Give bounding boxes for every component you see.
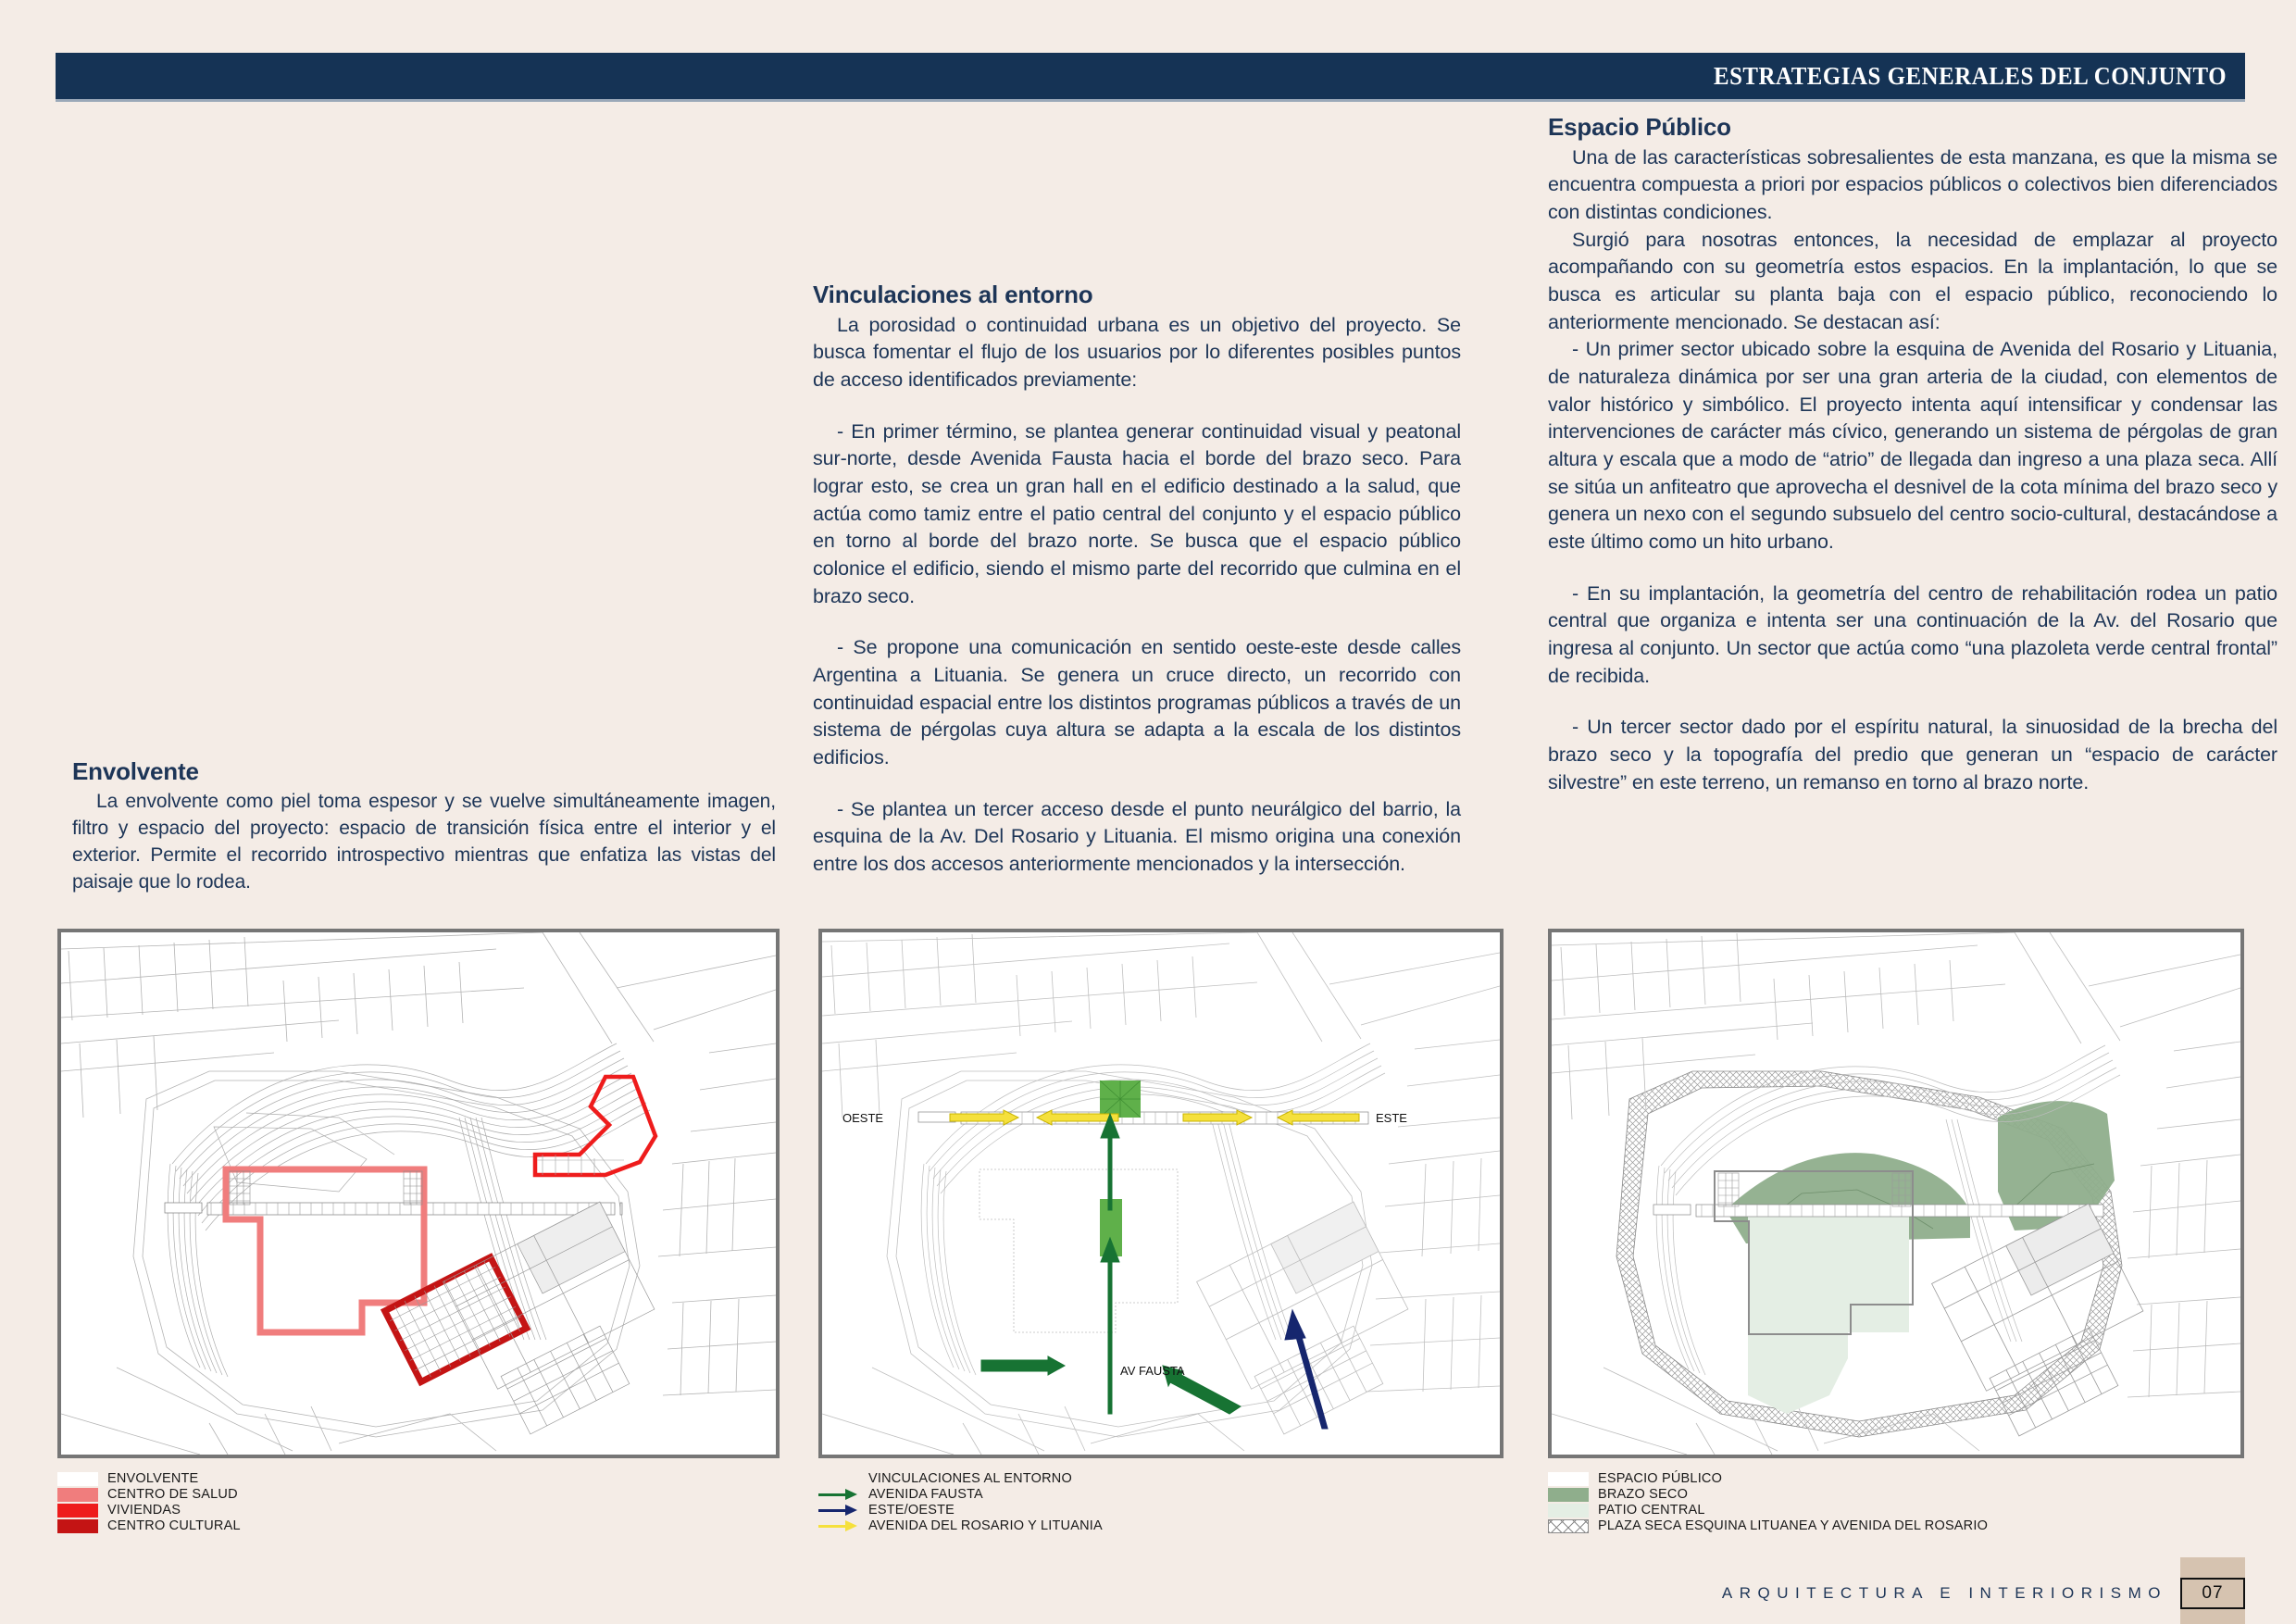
site-plan-vinculaciones-drawing: [822, 932, 1500, 1455]
legend-item: [57, 1487, 241, 1503]
paragraph-espacio-1: Una de las características sobresalientes de esta manzana, es que la misma se encuentra compuesta a priori por espacios públicos o colectivos bien diferenciados con distintas condiciones.: [1548, 145, 2277, 224]
paragraph-spacer: [813, 772, 1461, 796]
paragraph-espacio-4: - En su implantación, la geometría del centro de rehabilitación rodea un patio central que organiza e intenta ser una continuación de la Av. del Rosario que ingresa al conjunto. Un sector que actúa como “una plazoleta verde central frontal” de recibida.: [1548, 581, 2277, 687]
legend-arrow-avenida-rosario-lituania: [818, 1519, 859, 1533]
paragraph-vinculaciones-3: - Se propone una comunicación en sentido oeste-este desde calles Argentina a Lituania. Se genera un cruce directo, un recorrido con continuidad espacial entre los distintos programas públicos a través de un sistema de pérgolas cuya altura se adapta a la escala de los distintos edificios.: [813, 636, 1461, 768]
legend-swatch-viviendas: [57, 1504, 98, 1518]
legend-title: ENVOLVENTE: [107, 1471, 199, 1487]
site-plan-vinculaciones: [818, 929, 1504, 1458]
paragraph-spacer: [1548, 690, 2277, 714]
footer: [1722, 1578, 2245, 1609]
legend-title: VINCULACIONES AL ENTORNO: [868, 1471, 1072, 1487]
legend-envolvente: [57, 1471, 241, 1534]
legend-label-avenida-rosario-lituania: AVENIDA DEL ROSARIO Y LITUANIA: [868, 1518, 1103, 1534]
legend-item: [57, 1503, 241, 1518]
header-underline-rule: [56, 99, 2245, 102]
paragraph-vinculaciones-2: - En primer término, se plantea generar continuidad visual y peatonal sur-norte, desde Avenida Fausta hacia el borde del brazo seco. Para lograr esto, se crea un gran hall en el edificio destinado a la salud, que actúa como tamiz entre el patio central del conjunto y el espacio público en torno al borde del brazo norte. Se busca que el espacio público colonice el edificio, siendo el mismo parte del recorrido que culmina en el brazo seco.: [813, 419, 1461, 607]
legend-swatch-centro-cultural: [57, 1519, 98, 1533]
legend-item: [1548, 1487, 1988, 1503]
legend-label-centro-de-salud: CENTRO DE SALUD: [107, 1487, 238, 1503]
legend-item: [1548, 1503, 1988, 1518]
site-plan-envolvente: [57, 929, 780, 1458]
map-label-oeste: OESTE: [842, 1111, 884, 1125]
legend-swatch-title: [1548, 1472, 1589, 1486]
legend-swatch-title: [57, 1472, 98, 1486]
header-band: [56, 53, 2245, 99]
legend-arrow-title: [818, 1472, 859, 1486]
heading-vinculaciones: Vinculaciones al entorno: [813, 281, 1093, 308]
legend-title-row: [57, 1471, 241, 1487]
paragraph-spacer: [1548, 556, 2277, 581]
legend-label-avenida-fausta: AVENIDA FAUSTA: [868, 1487, 983, 1503]
heading-espacio-publico: Espacio Público: [1548, 113, 1731, 141]
paragraph-espacio-3: - Un primer sector ubicado sobre la esquina de Avenida del Rosario y Lituania, de naturaleza dinámica por ser una gran arteria de la ciudad, con elementos de valor histórico y simbólico. El proyecto intenta aquí intensificar y condensar las intervenciones de carácter más cívico, generando un sistema de pérgolas de gran altura y escala que a modo de “atrio” de llegada dan ingreso a una plaza seca. Allí se sitúa un anfiteatro que aprovecha el desnivel de la cota mínima del brazo seco y genera un nexo con el segundo subsuelo del centro socio-cultural, destacándose a este último como un hito urbano.: [1548, 338, 2277, 553]
legend-label-centro-cultural: CENTRO CULTURAL: [107, 1518, 241, 1534]
legend-label-patio-central: PATIO CENTRAL: [1598, 1503, 1705, 1518]
heading-envolvente: Envolvente: [72, 757, 199, 785]
paragraph-envolvente-1: La envolvente como piel toma espesor y se vuelve simultáneamente imagen, filtro y espacio del proyecto: espacio de transición física entre el interior y el exterior. Permite el recorrido introspectivo mientras que enfatiza las vistas del paisaje que lo rodea.: [72, 790, 776, 893]
legend-item: [818, 1503, 1103, 1518]
legend-title: ESPACIO PÚBLICO: [1598, 1471, 1723, 1487]
page-number-badge: 07: [2180, 1578, 2245, 1609]
legend-item: [1548, 1518, 1988, 1534]
legend-item: [818, 1487, 1103, 1503]
paragraph-spacer: [813, 394, 1461, 418]
legend-swatch-patio-central: [1548, 1504, 1589, 1518]
footer-label: ARQUITECTURA E INTERIORISMO: [1721, 1584, 2167, 1602]
legend-arrow-avenida-fausta: [818, 1488, 859, 1502]
legend-espacio-publico: [1548, 1471, 1988, 1534]
site-plan-espacio-publico: [1548, 929, 2244, 1458]
text-column-envolvente: [72, 757, 776, 896]
legend-label-plaza-seca: PLAZA SECA ESQUINA LITUANEA Y AVENIDA DEL ROSARIO: [1598, 1518, 1989, 1534]
paragraph-espacio-5: - Un tercer sector dado por el espíritu natural, la sinuosidad de la brecha del brazo seco y la topografía del predio que generan un “espacio de carácter silvestre” en este terreno, un remanso en torno al brazo norte.: [1548, 716, 2277, 793]
legend-title-row: [1548, 1471, 1988, 1487]
page-title: ESTRATEGIAS GENERALES DEL CONJUNTO: [1713, 61, 2227, 90]
map-label-este: ESTE: [1376, 1111, 1407, 1125]
legend-swatch-centro-de-salud: [57, 1488, 98, 1502]
legend-swatch-brazo-seco: [1548, 1488, 1589, 1502]
paragraph-spacer: [813, 610, 1461, 634]
legend-swatch-plaza-seca: [1548, 1519, 1589, 1533]
legend-label-brazo-seco: BRAZO SECO: [1598, 1487, 1689, 1503]
legend-title-row: [818, 1471, 1103, 1487]
legend-vinculaciones: [818, 1471, 1103, 1534]
legend-label-este-oeste: ESTE/OESTE: [868, 1503, 955, 1518]
legend-arrow-este-oeste: [818, 1504, 859, 1518]
legend-label-viviendas: VIVIENDAS: [107, 1503, 181, 1518]
legend-item: [57, 1518, 241, 1534]
paragraph-vinculaciones-4: - Se plantea un tercer acceso desde el punto neurálgico del barrio, la esquina de la Av. Del Rosario y Lituania. El mismo origina una conexión entre los dos accesos anteriormente mencionados y la intersección.: [813, 797, 1461, 875]
text-column-vinculaciones: [813, 281, 1461, 879]
legend-item: [818, 1518, 1103, 1534]
paragraph-espacio-2: Surgió para nosotras entonces, la necesidad de emplazar al proyecto acompañando con su geometría estos espacios. En la implantación, lo que se busca es articular su planta baja con el espacio público, reconociendo lo anteriormente mencionado. Se destacan así:: [1548, 228, 2277, 333]
paragraph-vinculaciones-1: La porosidad o continuidad urbana es un objetivo del proyecto. Se busca fomentar el flujo de los usuarios por lo diferentes posibles puntos de acceso identificados previamente:: [813, 313, 1461, 392]
site-plan-espacio-publico-drawing: [1552, 932, 2240, 1455]
text-column-espacio-publico: [1548, 113, 2277, 796]
site-plan-envolvente-drawing: [61, 932, 776, 1455]
map-label-av-fausta: AV FAUSTA: [1120, 1364, 1185, 1378]
